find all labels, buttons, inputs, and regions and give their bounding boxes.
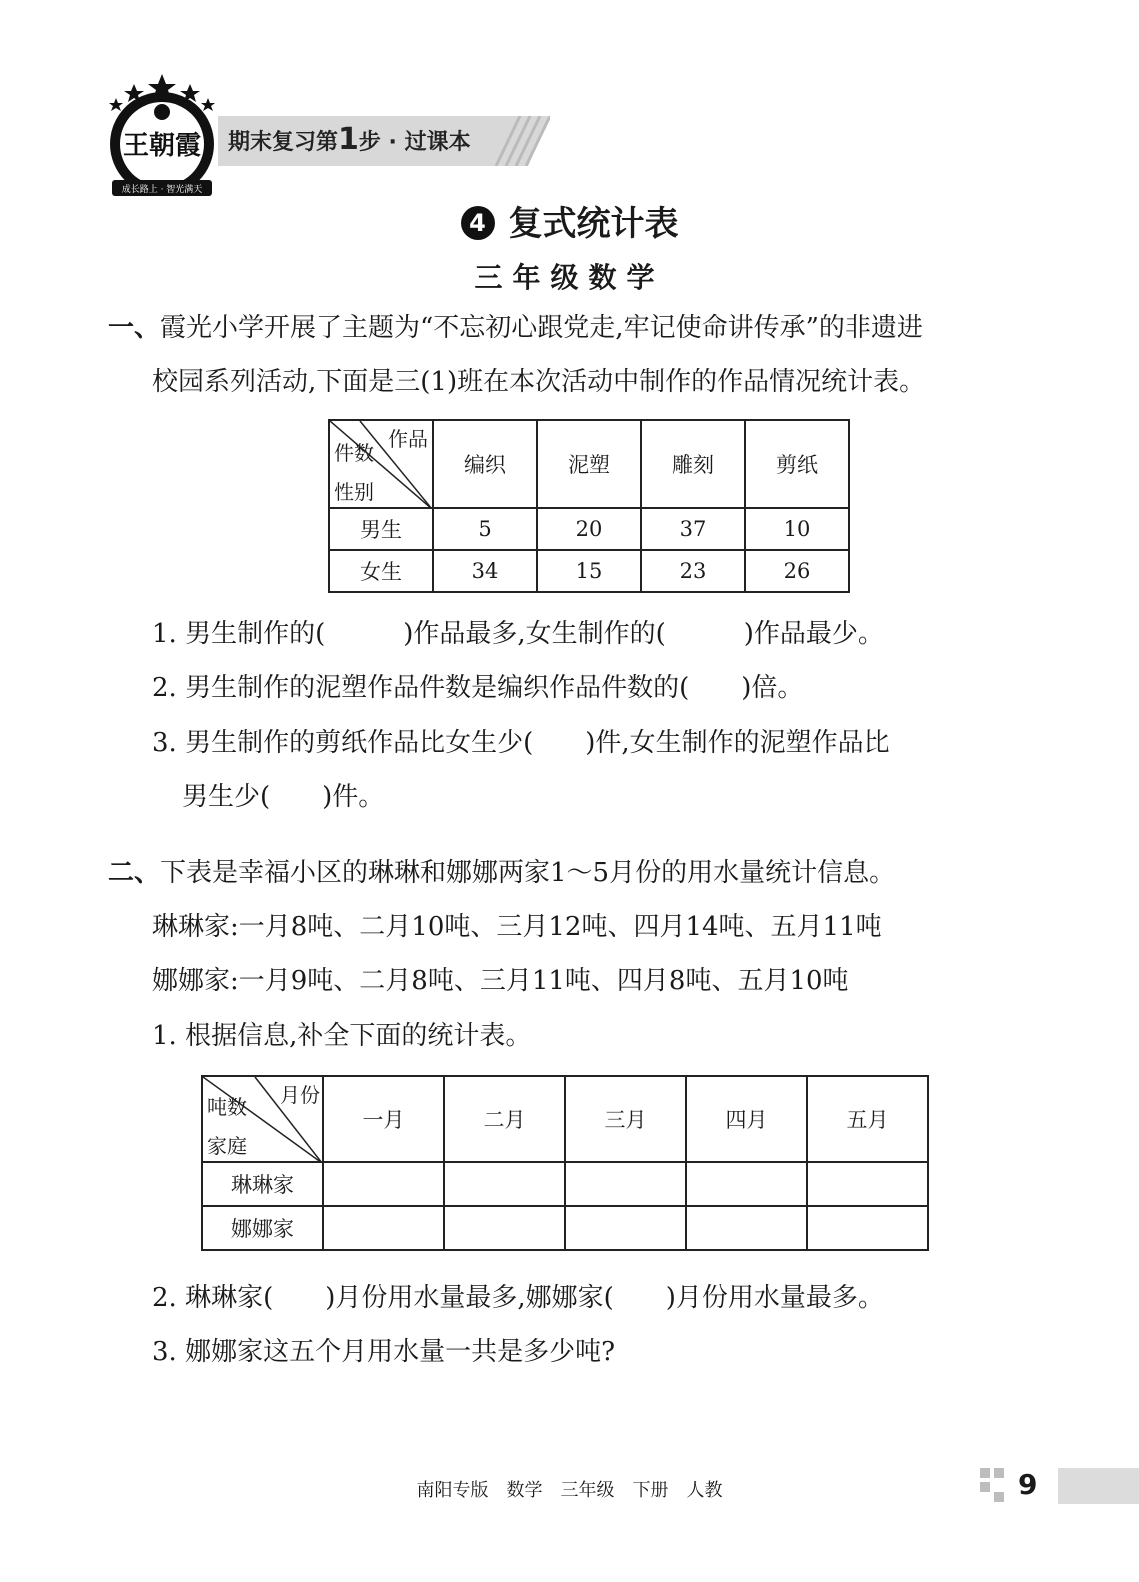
answer-cell[interactable] [323, 1206, 444, 1250]
table-cell: 34 [433, 550, 537, 592]
row-label: 女生 [329, 550, 433, 592]
table-corner-cell: 月份 吨数 家庭 [202, 1076, 323, 1162]
table-cell: 5 [433, 508, 537, 550]
column-header: 雕刻 [641, 420, 745, 508]
table-cell: 26 [745, 550, 849, 592]
section1-intro-line1: 一、霞光小学开展了主题为“不忘初心跟党走,牢记使命讲传承”的非遗进 [108, 313, 923, 343]
series-title: 期末复习第1步 · 过课本 [228, 122, 471, 157]
table-corner-cell: 作品 件数 性别 [329, 420, 433, 508]
table-cell: 15 [537, 550, 641, 592]
answer-cell[interactable] [807, 1162, 928, 1206]
row-label: 娜娜家 [202, 1206, 323, 1250]
column-header: 一月 [323, 1076, 444, 1162]
column-header: 四月 [686, 1076, 807, 1162]
column-header: 五月 [807, 1076, 928, 1162]
row-label: 男生 [329, 508, 433, 550]
table-cell: 20 [537, 508, 641, 550]
column-header: 泥塑 [537, 420, 641, 508]
answer-cell[interactable] [686, 1206, 807, 1250]
header-stripes [486, 116, 550, 166]
column-header: 编织 [433, 420, 537, 508]
footer-squares [980, 1468, 1016, 1504]
answer-cell[interactable] [807, 1206, 928, 1250]
s2-question-3: 3. 娜娜家这五个月用水量一共是多少吨? [152, 1337, 616, 1367]
s1-question-1: 1. 男生制作的( )作品最多,女生制作的( )作品最少。 [152, 619, 884, 649]
footer-band [1058, 1468, 1139, 1504]
footer-edition: 南阳专版 数学 三年级 下册 人教 [416, 1480, 723, 1501]
s1-question-3-line1: 3. 男生制作的剪纸作品比女生少( )件,女生制作的泥塑作品比 [152, 728, 890, 758]
s2-question-2: 2. 琳琳家( )月份用水量最多,娜娜家( )月份用水量最多。 [152, 1283, 884, 1313]
section2-intro: 二、下表是幸福小区的琳琳和娜娜两家1～5月份的用水量统计信息。 [108, 858, 896, 888]
s1-question-3-line2: 男生少( )件。 [182, 782, 385, 812]
table-row [202, 1206, 928, 1250]
s1-question-2: 2. 男生制作的泥塑作品件数是编织作品件数的( )倍。 [152, 673, 804, 703]
chapter-number-badge: 4 [461, 206, 495, 240]
logo-tagline: 成长路上 · 智光满天 [121, 185, 203, 195]
row-label: 琳琳家 [202, 1162, 323, 1206]
answer-cell[interactable] [686, 1162, 807, 1206]
water-table [201, 1075, 929, 1251]
section1-intro-line2: 校园系列活动,下面是三(1)班在本次活动中制作的作品情况统计表。 [152, 367, 926, 397]
linlin-info: 琳琳家:一月8吨、二月10吨、三月12吨、四月14吨、五月11吨 [152, 912, 882, 942]
answer-cell[interactable] [444, 1206, 565, 1250]
answer-cell[interactable] [444, 1162, 565, 1206]
table-cell: 10 [745, 508, 849, 550]
table-cell: 37 [641, 508, 745, 550]
answer-cell[interactable] [565, 1162, 686, 1206]
column-header: 二月 [444, 1076, 565, 1162]
brand-logo [104, 70, 220, 202]
answer-cell[interactable] [565, 1206, 686, 1250]
chapter-subtitle: 三年级数学 [474, 261, 665, 294]
svg-text:王朝霞: 王朝霞 [122, 131, 202, 161]
column-header: 三月 [565, 1076, 686, 1162]
table-row [329, 508, 849, 550]
works-table [328, 419, 850, 593]
s2-question-1: 1. 根据信息,补全下面的统计表。 [152, 1021, 532, 1051]
column-header: 剪纸 [745, 420, 849, 508]
nana-info: 娜娜家:一月9吨、二月8吨、三月11吨、四月8吨、五月10吨 [152, 966, 849, 996]
table-row [329, 550, 849, 592]
table-cell: 23 [641, 550, 745, 592]
page-number: 9 [1018, 1468, 1038, 1501]
table-row [202, 1162, 928, 1206]
answer-cell[interactable] [323, 1162, 444, 1206]
chapter-title: 4 复式统计表 [0, 196, 1139, 245]
